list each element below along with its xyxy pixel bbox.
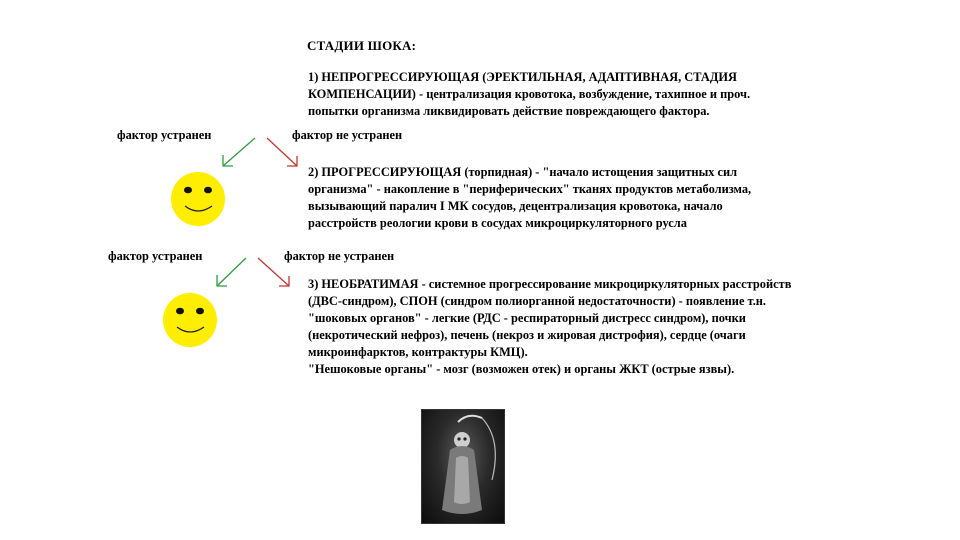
stage-3-line: "шоковых органов" - легкие (РДС - респираторный дистресс синдром), почки: [308, 311, 746, 325]
diagram-title: СТАДИИ ШОКА:: [307, 38, 417, 53]
stage-3-line: "Нешоковые органы" - мозг (возможен отек) и органы ЖКТ (острые язвы).: [308, 362, 735, 376]
stage-3-line: (некротический нефроз), печень (некроз и жировая дистрофия), сердце (очаги: [308, 328, 746, 342]
grim-reaper-figure: [422, 410, 504, 523]
red-arrow-1: [267, 138, 297, 166]
grim-reaper-image: [421, 409, 505, 524]
factor-removed-label-1: фактор устранен: [117, 128, 212, 142]
stage-2-line: вызывающий паралич I МК сосудов, децентрализация кровотока, начало: [308, 199, 723, 213]
stage-1-line: КОМПЕНСАЦИИ) - централизация кровотока, возбуждение, тахипное и проч.: [308, 87, 751, 101]
stage-3-line: (ДВС-синдром), СПОН (синдром полиорганной недостаточности) - появление т.н.: [308, 294, 767, 308]
smiley-face-icon: [171, 172, 225, 226]
factor-not-removed-label-1: фактор не устранен: [292, 128, 403, 142]
smiley-face-icon: [163, 293, 217, 347]
stage-3-line: микроинфарктов, контрактуры КМЦ).: [308, 345, 528, 359]
stage-2-line: расстройств реологии крови в сосудах микроциркуляторного русла: [308, 216, 687, 230]
green-arrow-2: [217, 258, 246, 286]
stage-3-line: 3) НЕОБРАТИМАЯ - системное прогрессирование микроциркуляторных расстройств: [308, 277, 792, 291]
stage-2-line: организма" - накопление в "периферических" тканях продуктов метаболизма,: [308, 182, 752, 196]
green-arrow-1: [223, 138, 255, 166]
red-arrow-2: [258, 258, 289, 286]
stage-1-line: 1) НЕПРОГРЕССИРУЮЩАЯ (ЭРЕКТИЛЬНАЯ, АДАПТИВНАЯ, СТАДИЯ: [308, 70, 737, 84]
factor-removed-label-2: фактор устранен: [108, 249, 203, 263]
factor-not-removed-label-2: фактор не устранен: [284, 249, 395, 263]
stage-2-line: 2) ПРОГРЕССИРУЮЩАЯ (торпидная) - "начало истощения защитных сил: [308, 165, 738, 179]
stage-1-line: попытки организма ликвидировать действие повреждающего фактора.: [308, 104, 710, 118]
